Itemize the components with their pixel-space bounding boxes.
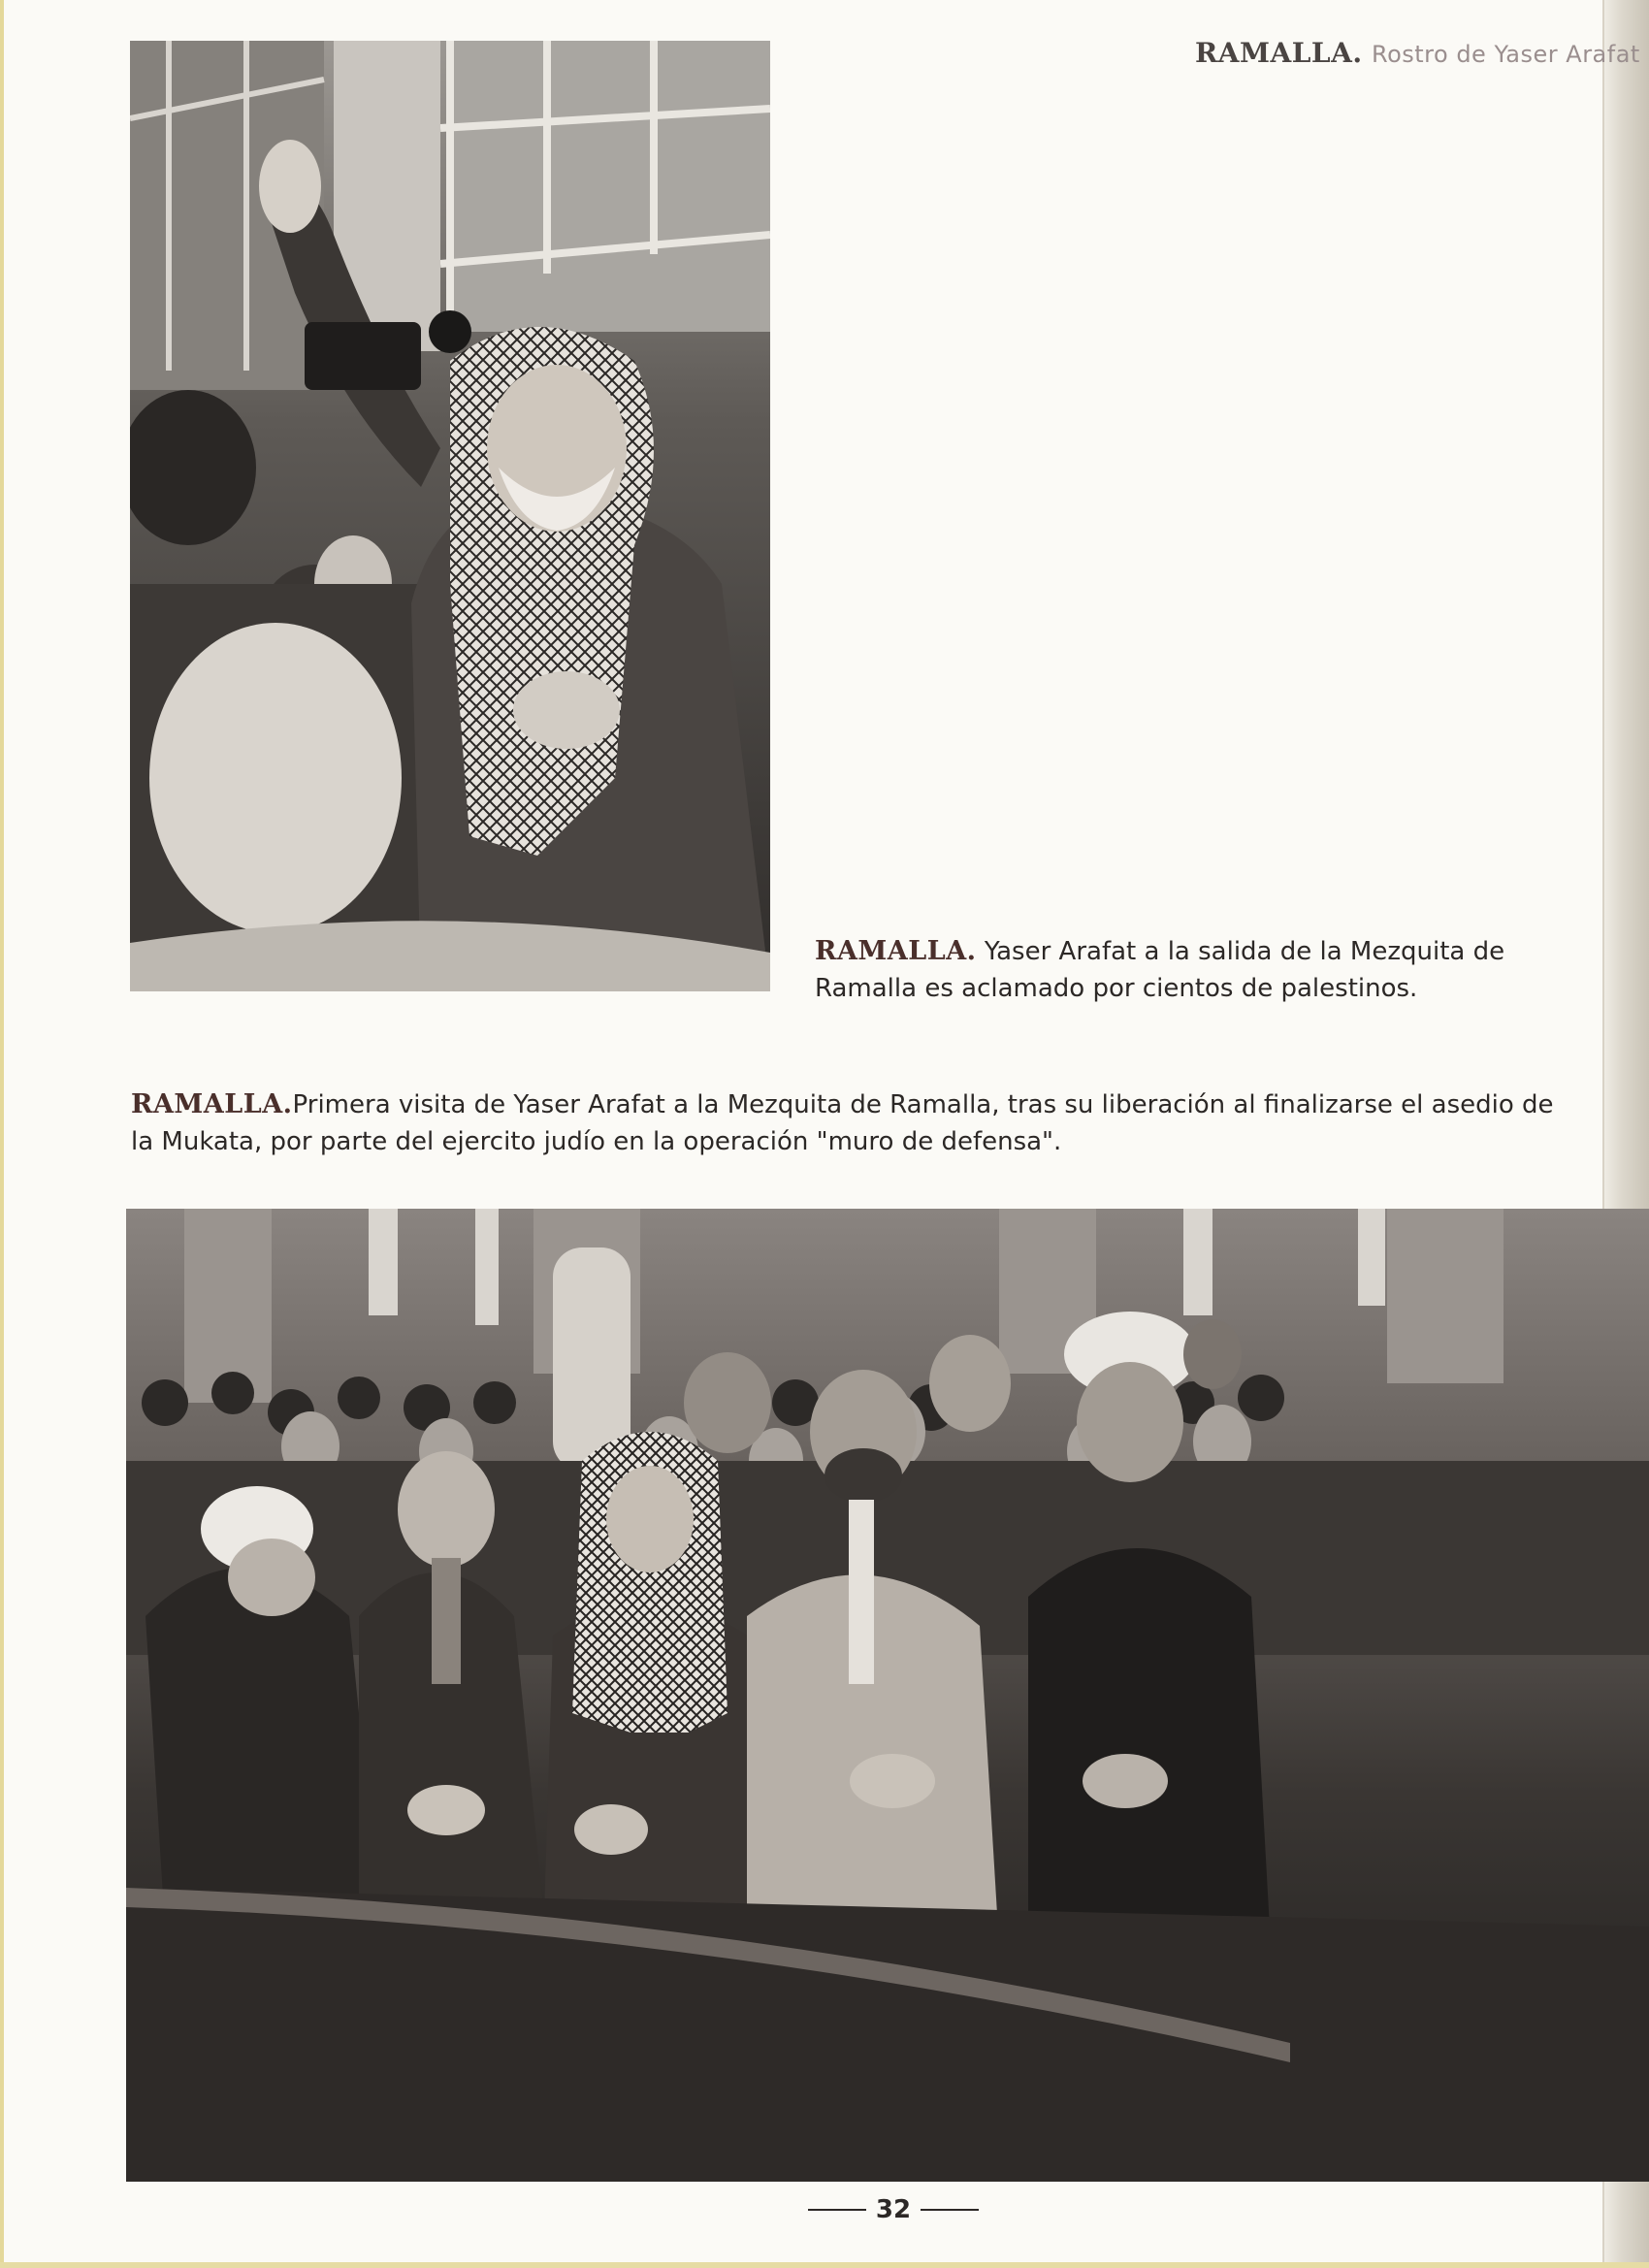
running-head-text: Rostro de Yaser Arafat <box>1371 41 1640 68</box>
running-head <box>1195 37 1649 69</box>
page-number: 32 <box>875 2195 912 2224</box>
caption-top <box>815 933 1533 1007</box>
folio-rule-right <box>921 2209 979 2211</box>
page-edge-bottom <box>0 2262 1649 2268</box>
caption-wide-keyword: RAMALLA. <box>131 1089 293 1119</box>
folio-rule-left <box>808 2209 866 2211</box>
photo-mosque-group <box>126 1209 1649 2182</box>
photo-mosque-group-image <box>126 1209 1649 2182</box>
photo-arafat-waving-image <box>130 41 770 991</box>
page-folio <box>801 2190 986 2229</box>
caption-wide-text: Primera visita de Yaser Arafat a la Mezquita de Ramalla, tras su liberación al finalizarse el asedio de la Mukata, por parte del ejercito judío en la operación "muro de defensa". <box>131 1090 1554 1156</box>
caption-top-keyword: RAMALLA. <box>815 936 977 966</box>
caption-top-text: Yaser Arafat a la salida de la Mezquita de Ramalla es aclamado por cientos de palestinos. <box>815 937 1505 1003</box>
photo-arafat-waving <box>130 41 770 991</box>
caption-wide <box>131 1086 1567 1160</box>
page-edge-left <box>0 0 4 2268</box>
running-head-keyword: RAMALLA. <box>1195 37 1363 69</box>
